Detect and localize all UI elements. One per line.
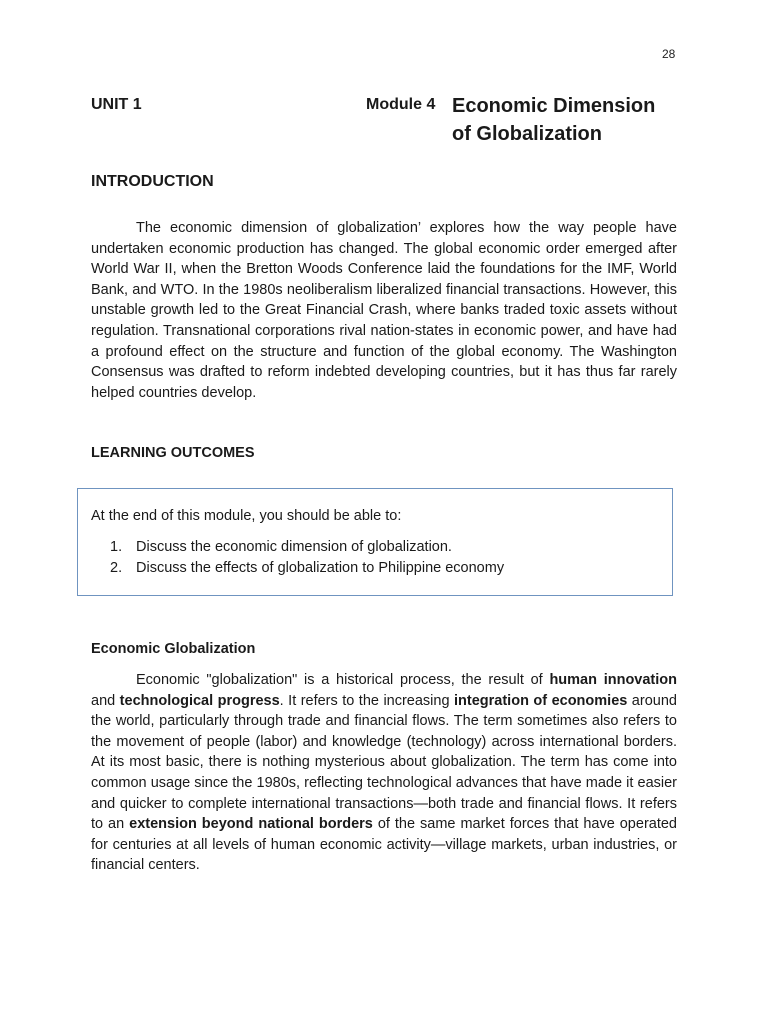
module-header xyxy=(91,95,691,155)
economic-globalization-paragraph xyxy=(91,670,677,876)
list-item-number: 2. xyxy=(110,560,123,576)
learning-outcomes-intro: At the end of this module, you should be able to: xyxy=(91,508,402,524)
learning-outcomes-heading: LEARNING OUTCOMES xyxy=(91,445,255,461)
emphasis-integration-of-economies: integration of economies xyxy=(454,692,628,709)
emphasis-extension-beyond-borders: extension beyond national borders xyxy=(129,816,373,833)
module-title-line-1: Economic Dimension xyxy=(452,95,656,117)
paragraph-text: around the world, particularly through trade and financial flows. The term sometimes also refers to the movement of people (labor) and knowledge (technology) across international borders. At its most basic, there is nothing mysterious about globalization. The term has come into common usage since the 1980s, reflecting technological advances that have made it easier and quicker to complete international transactions—both trade and financial flows. It refers to an xyxy=(91,692,677,833)
list-item xyxy=(110,558,504,579)
list-item-text: Discuss the effects of globalization to Philippine economy xyxy=(136,560,505,576)
paragraph-text: of the same market forces that have operated for centuries at all levels of human economic activity—village markets, urban industries, or financial centers. xyxy=(91,816,677,874)
learning-outcomes-list xyxy=(110,537,504,579)
paragraph-text: . It refers to the increasing xyxy=(279,692,455,709)
emphasis-technological-progress: technological progress xyxy=(119,692,280,709)
paragraph-text: and xyxy=(91,692,120,709)
module-title-line-2: of Globalization xyxy=(452,123,602,145)
learning-outcomes-box xyxy=(77,488,673,596)
module-label: Module 4 xyxy=(366,96,436,113)
economic-globalization-heading: Economic Globalization xyxy=(91,641,256,657)
list-item-text: Discuss the economic dimension of globalization. xyxy=(136,539,452,555)
list-item-number: 1. xyxy=(110,539,123,555)
introduction-paragraph: The economic dimension of globalization’ explores how the way people have undertaken economic production has changed. The global economic order emerged after World War II, when the Bretton Woods Conference laid the foundations for the IMF, World Bank, and WTO. In the 1980s neoliberalism liberalized financial transactions. However, this unstable growth led to the Great Financial Crash, where banks traded toxic assets without regulation. Transnational corporations rival nation-states in economic power, and have had a profound effect on the structure and function of the global economy. The Washington Consensus was drafted to reform indebted developing countries, but it has thus far rarely helped countries develop. xyxy=(91,220,677,401)
introduction-heading: INTRODUCTION xyxy=(91,173,214,190)
emphasis-human-innovation: human innovation xyxy=(549,672,677,688)
page-number: 28 xyxy=(662,47,676,61)
list-item xyxy=(110,537,504,558)
paragraph-text: Economic "globalization" is a historical process, the result of xyxy=(136,672,550,688)
module-title xyxy=(452,92,692,148)
unit-label: UNIT 1 xyxy=(91,96,142,113)
